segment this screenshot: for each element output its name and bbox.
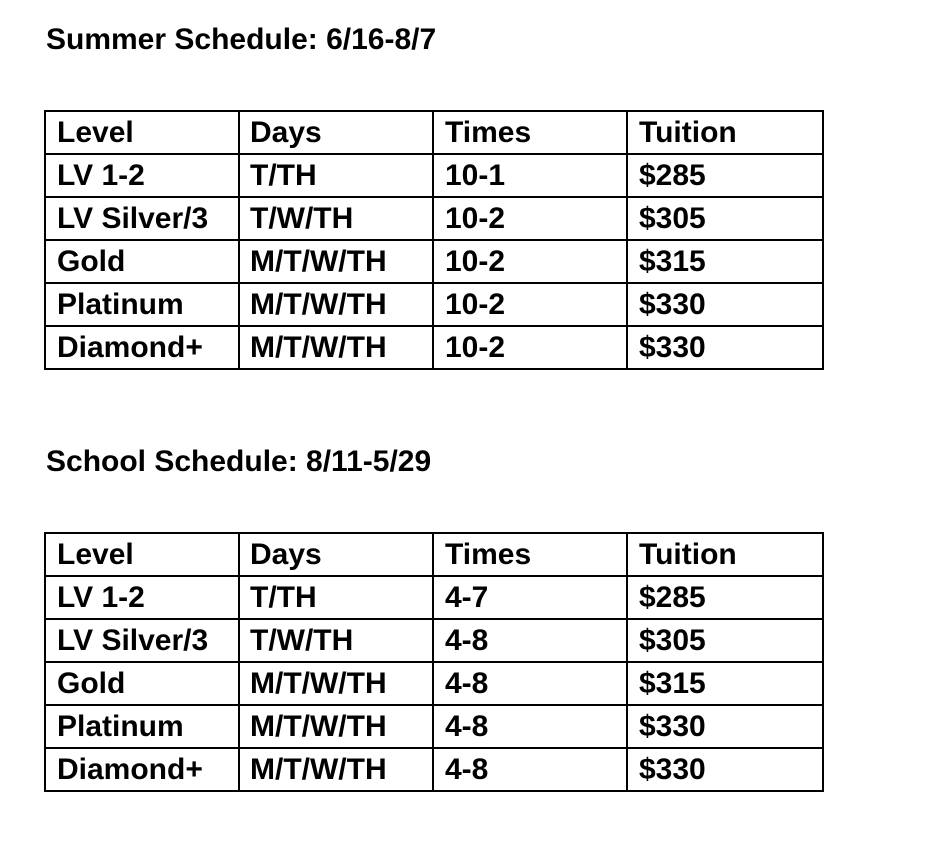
header-days: Days bbox=[239, 533, 433, 576]
level-cell: LV 1-2 bbox=[45, 154, 239, 197]
days-cell: M/T/W/TH bbox=[239, 748, 433, 791]
header-times: Times bbox=[433, 533, 627, 576]
header-level: Level bbox=[45, 533, 239, 576]
header-times: Times bbox=[433, 111, 627, 154]
times-cell: 10-2 bbox=[433, 326, 627, 369]
times-cell: 4-8 bbox=[433, 619, 627, 662]
tuition-cell: $315 bbox=[627, 240, 823, 283]
header-days: Days bbox=[239, 111, 433, 154]
summer-schedule-title: Summer Schedule: 6/16-8/7 bbox=[46, 23, 437, 56]
level-cell: LV Silver/3 bbox=[45, 197, 239, 240]
level-cell: Gold bbox=[45, 662, 239, 705]
header-level: Level bbox=[45, 111, 239, 154]
summer-schedule-table bbox=[44, 110, 824, 370]
school-schedule-table bbox=[44, 532, 824, 792]
table-row bbox=[45, 576, 823, 619]
times-cell: 10-2 bbox=[433, 283, 627, 326]
level-cell: LV Silver/3 bbox=[45, 619, 239, 662]
level-cell: Platinum bbox=[45, 705, 239, 748]
level-cell: Diamond+ bbox=[45, 748, 239, 791]
table-header-row bbox=[45, 111, 823, 154]
times-cell: 10-2 bbox=[433, 197, 627, 240]
days-cell: T/W/TH bbox=[239, 197, 433, 240]
table-row bbox=[45, 326, 823, 369]
table-row bbox=[45, 705, 823, 748]
days-cell: M/T/W/TH bbox=[239, 326, 433, 369]
table-row bbox=[45, 662, 823, 705]
days-cell: M/T/W/TH bbox=[239, 283, 433, 326]
tuition-cell: $285 bbox=[627, 576, 823, 619]
days-cell: M/T/W/TH bbox=[239, 705, 433, 748]
table-header-row bbox=[45, 533, 823, 576]
table-row bbox=[45, 240, 823, 283]
tuition-cell: $330 bbox=[627, 326, 823, 369]
days-cell: M/T/W/TH bbox=[239, 240, 433, 283]
table-row bbox=[45, 154, 823, 197]
header-tuition: Tuition bbox=[627, 533, 823, 576]
times-cell: 4-8 bbox=[433, 748, 627, 791]
times-cell: 10-2 bbox=[433, 240, 627, 283]
days-cell: T/TH bbox=[239, 154, 433, 197]
table-row bbox=[45, 619, 823, 662]
level-cell: Platinum bbox=[45, 283, 239, 326]
tuition-cell: $285 bbox=[627, 154, 823, 197]
times-cell: 4-8 bbox=[433, 662, 627, 705]
times-cell: 4-7 bbox=[433, 576, 627, 619]
days-cell: T/W/TH bbox=[239, 619, 433, 662]
tuition-cell: $330 bbox=[627, 748, 823, 791]
school-schedule-title: School Schedule: 8/11-5/29 bbox=[46, 445, 432, 478]
level-cell: Diamond+ bbox=[45, 326, 239, 369]
tuition-cell: $305 bbox=[627, 619, 823, 662]
tuition-cell: $330 bbox=[627, 705, 823, 748]
days-cell: M/T/W/TH bbox=[239, 662, 433, 705]
table-row bbox=[45, 283, 823, 326]
header-tuition: Tuition bbox=[627, 111, 823, 154]
level-cell: LV 1-2 bbox=[45, 576, 239, 619]
times-cell: 4-8 bbox=[433, 705, 627, 748]
table-row bbox=[45, 748, 823, 791]
days-cell: T/TH bbox=[239, 576, 433, 619]
times-cell: 10-1 bbox=[433, 154, 627, 197]
level-cell: Gold bbox=[45, 240, 239, 283]
table-row bbox=[45, 197, 823, 240]
tuition-cell: $330 bbox=[627, 283, 823, 326]
tuition-cell: $305 bbox=[627, 197, 823, 240]
tuition-cell: $315 bbox=[627, 662, 823, 705]
